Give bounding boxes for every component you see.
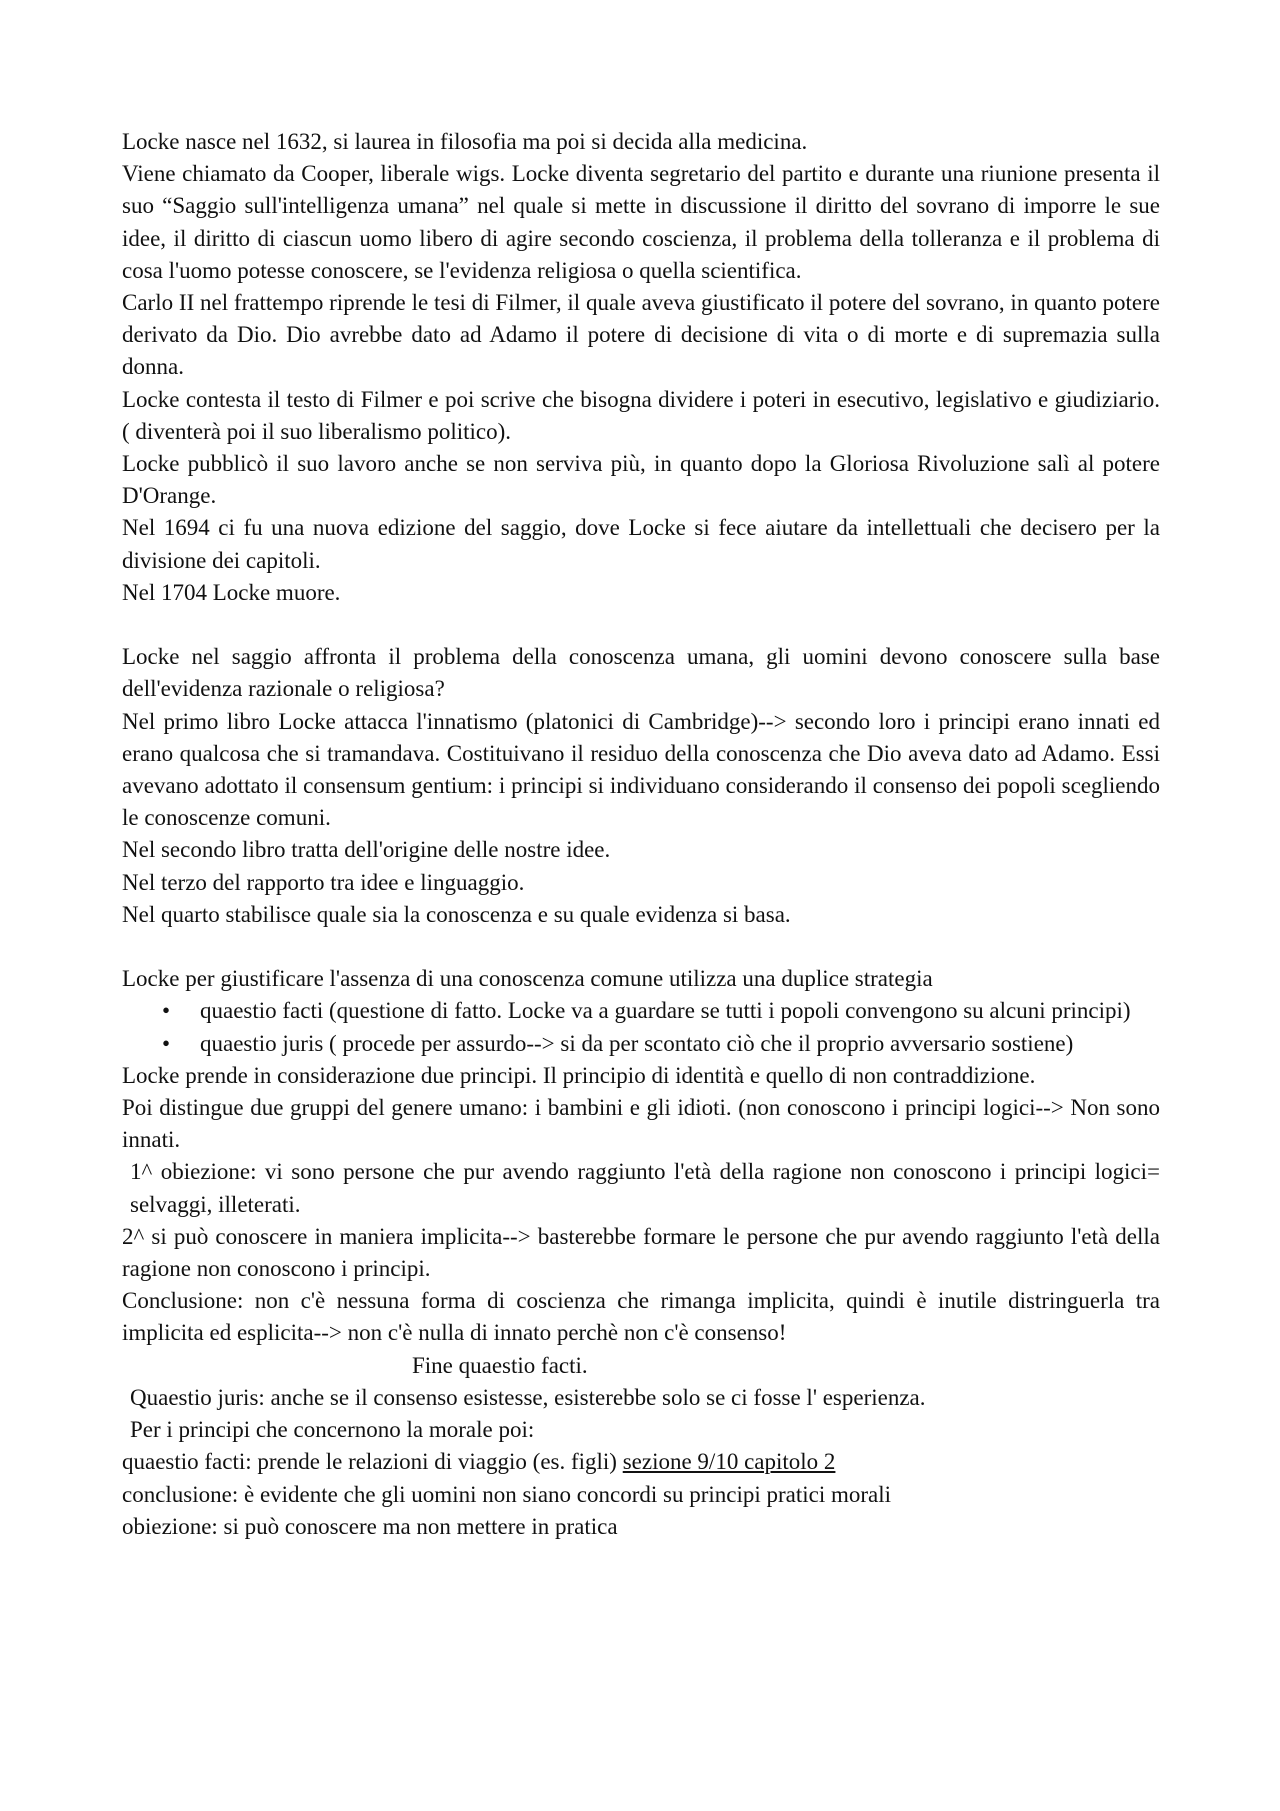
- paragraph: Locke nasce nel 1632, si laurea in filosofia ma poi si decida alla medicina.: [122, 129, 808, 154]
- underlined-reference: sezione 9/10 capitolo 2: [622, 1449, 836, 1475]
- list-item: [122, 995, 1160, 1027]
- paragraph: Locke per giustificare l'assenza di una conoscenza comune utilizza una duplice strategia: [122, 966, 933, 992]
- blank-line: [122, 931, 1160, 963]
- paragraph: Nel primo libro Locke attacca l'innatismo (platonici di Cambridge)--> secondo loro i principi erano innati ed erano qualcosa che si tramandava. Costituivano il residuo della conoscenza che Dio aveva dato ad Adamo. Essi avevano adottato il consensum gentium: i principi si individuano considerando il consenso dei popoli scegliendo le conoscenze comuni.: [122, 708, 1160, 831]
- paragraph: Locke pubblicò il suo lavoro anche se non serviva più, in quanto dopo la Gloriosa Rivoluzione salì al potere D'Orange.: [122, 451, 1160, 509]
- paragraph: Nel 1704 Locke muore.: [122, 579, 341, 605]
- paragraph-text: quaestio facti: prende le relazioni di viaggio (es. figli): [122, 1449, 623, 1475]
- paragraph: Conclusione: non c'è nessuna forma di coscienza che rimanga implicita, quindi è inutile distringuerla tra implicita ed esplicita--> non c'è nulla di innato perchè non c'è consenso!: [122, 1288, 1160, 1346]
- paragraph: Nel secondo libro tratta dell'origine delle nostre idee.: [122, 837, 611, 863]
- paragraph: Quaestio juris: anche se il consenso esistesse, esisterebbe solo se ci fosse l' esperienza.: [130, 1384, 926, 1410]
- paragraph: Poi distingue due gruppi del genere umano: i bambini e gli idioti. (non conoscono i principi logici--> Non sono innati.: [122, 1095, 1160, 1153]
- bullet-icon: •: [162, 998, 171, 1024]
- bullet-icon: •: [162, 1030, 171, 1056]
- paragraph: Carlo II nel frattempo riprende le tesi di Filmer, il quale aveva giustificato il potere del sovrano, in quanto potere derivato da Dio. Dio avrebbe dato ad Adamo il potere di decisione di vita o di morte e di supremazia sulla donna.: [122, 290, 1160, 380]
- paragraph: conclusione: è evidente che gli uomini non siano concordi su principi pratici morali: [122, 1481, 892, 1507]
- paragraph: Viene chiamato da Cooper, liberale wigs. Locke diventa segretario del partito e durante una riunione presenta il suo “Saggio sull'intelligenza umana” nel quale si mette in discussione il diritto del sovrano di imporre le sue idee, il diritto di ciascun uomo libero di agire secondo coscienza, il problema della tolleranza e il problema di cosa l'uomo potesse conoscere, se l'evidenza religiosa o quella scientifica.: [122, 161, 1160, 283]
- paragraph: Locke contesta il testo di Filmer e poi scrive che bisogna dividere i poteri in esecutivo, legislativo e giudiziario. ( diventerà poi il suo liberalismo politico).: [122, 386, 1160, 444]
- list-item: [122, 1028, 1160, 1060]
- bullet-list: [122, 995, 1160, 1059]
- paragraph: obiezione: si può conoscere ma non mettere in pratica: [122, 1513, 618, 1539]
- paragraph: Locke prende in considerazione due principi. Il principio di identità e quello di non contraddizione.: [122, 1062, 1036, 1088]
- paragraph: Nel 1694 ci fu una nuova edizione del saggio, dove Locke si fece aiutare da intellettuali che decisero per la divisione dei capitoli.: [122, 515, 1160, 573]
- list-item-text: quaestio facti (questione di fatto. Locke va a guardare se tutti i popoli convengono su alcuni principi): [200, 998, 1131, 1024]
- paragraph: Locke nel saggio affronta il problema della conoscenza umana, gli uomini devono conoscere sulla base dell'evidenza razionale o religiosa?: [122, 644, 1160, 702]
- list-item-text: quaestio juris ( procede per assurdo--> si da per scontato ciò che il proprio avversario sostiene): [200, 1030, 1074, 1056]
- paragraph: 2^ si può conoscere in maniera implicita--> basterebbe formare le persone che pur avendo raggiunto l'età della ragione non conoscono i principi.: [122, 1223, 1160, 1282]
- paragraph: Nel quarto stabilisce quale sia la conoscenza e su quale evidenza si basa.: [122, 901, 791, 927]
- paragraph: Per i principi che concernono la morale poi:: [130, 1417, 535, 1443]
- section-end-note: Fine quaestio facti.: [412, 1352, 588, 1378]
- paragraph: Nel terzo del rapporto tra idee e linguaggio.: [122, 869, 525, 895]
- paragraph: [122, 1446, 1160, 1478]
- blank-line: [122, 609, 1160, 641]
- document-page: [122, 126, 1160, 1543]
- paragraph: 1^ obiezione: vi sono persone che pur avendo raggiunto l'età della ragione non conoscono i principi logici= selvaggi, illeterati.: [130, 1159, 1160, 1217]
